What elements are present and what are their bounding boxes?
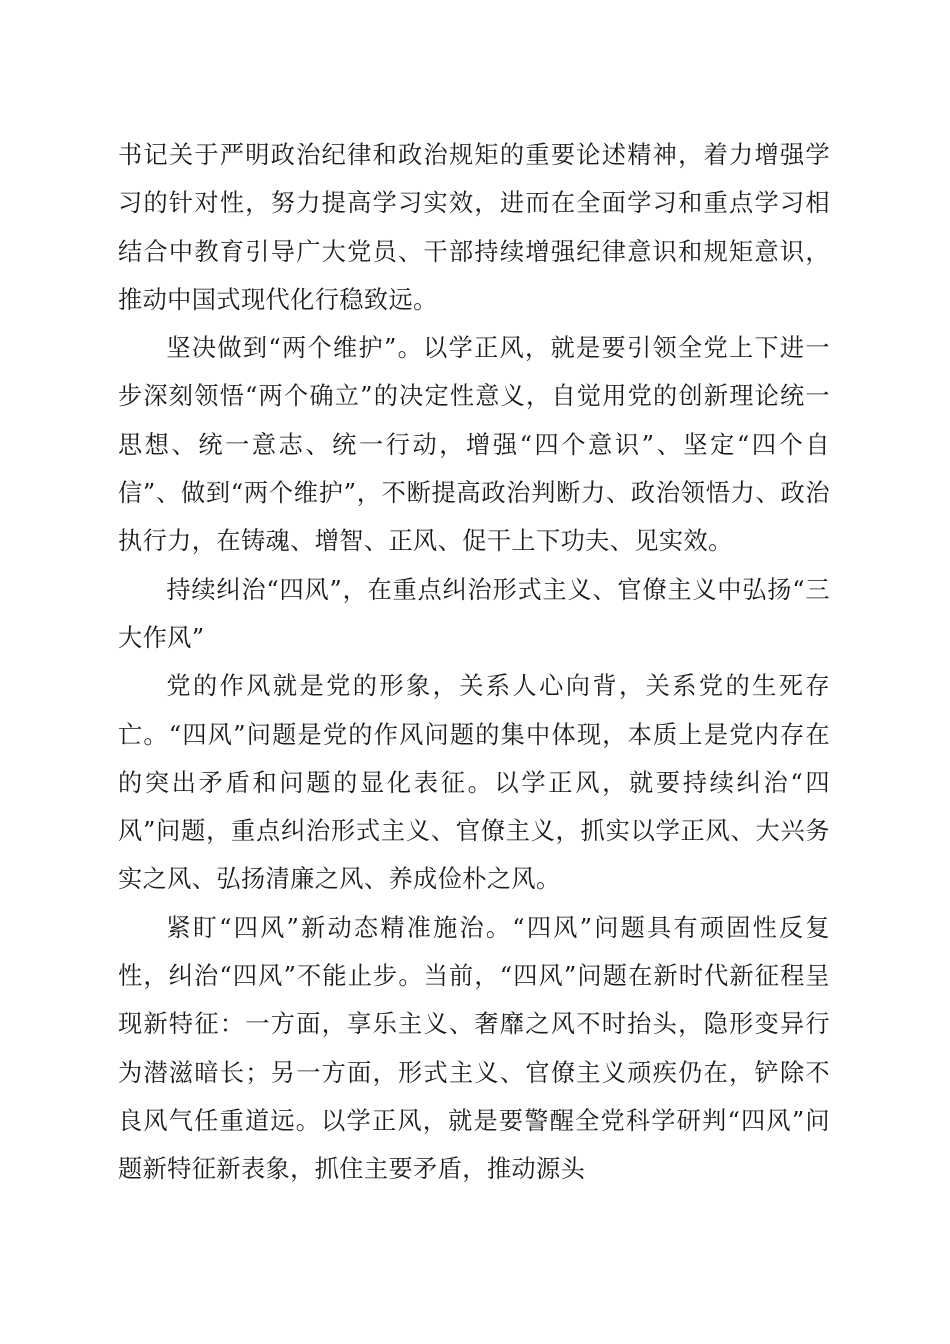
paragraph-party-style: 党的作风就是党的形象，关系人心向背，关系党的生死存亡。“四风”问题是党的作风问题的集中体现，本质上是党内存在的突出矛盾和问题的显化表征。以学正风，就要持续纠治“四风”问题，重点纠治形式主义、官僚主义，抓实以学正风、大兴务实之风、弘扬清廉之风、养成俭朴之风。 [118,672,830,894]
paragraph-new-dynamics: 紧盯“四风”新动态精准施治。“四风”问题具有顽固性反复性，纠治“四风”不能止步。当前，“四风”问题在新时代新征程呈现新特征：一方面，享乐主义、奢靡之风不时抬头，隐形变异行为潜滋暗长；另一方面，形式主义、官僚主义顽疾仍在，铲除不良风气任重道远。以学正风，就是要警醒全党科学研判“四风”问题新特征新表象，抓住主要矛盾，推动源头 [118,913,830,1184]
paragraph-continuation: 书记关于严明政治纪律和政治规矩的重要论述精神，着力增强学习的针对性，努力提高学习实效，进而在全面学习和重点学习相结合中教育引导广大党员、干部持续增强纪律意识和规矩意识，推动中国式现代化行稳致远。 [118,141,830,314]
paragraph-two-safeguards: 坚决做到“两个维护”。以学正风，就是要引领全党上下进一步深刻领悟“两个确立”的决定性意义，自觉用党的创新理论统一思想、统一意志、统一行动，增强“四个意识”、坚定“四个自信”、做到“两个维护”，不断提高政治判断力、政治领悟力、政治执行力，在铸魂、增智、正风、促干上下功夫、见实效。 [118,334,830,556]
document-body [118,131,830,1194]
section-heading-four-winds: 持续纠治“四风”，在重点纠治形式主义、官僚主义中弘扬“三大作风” [118,575,830,652]
